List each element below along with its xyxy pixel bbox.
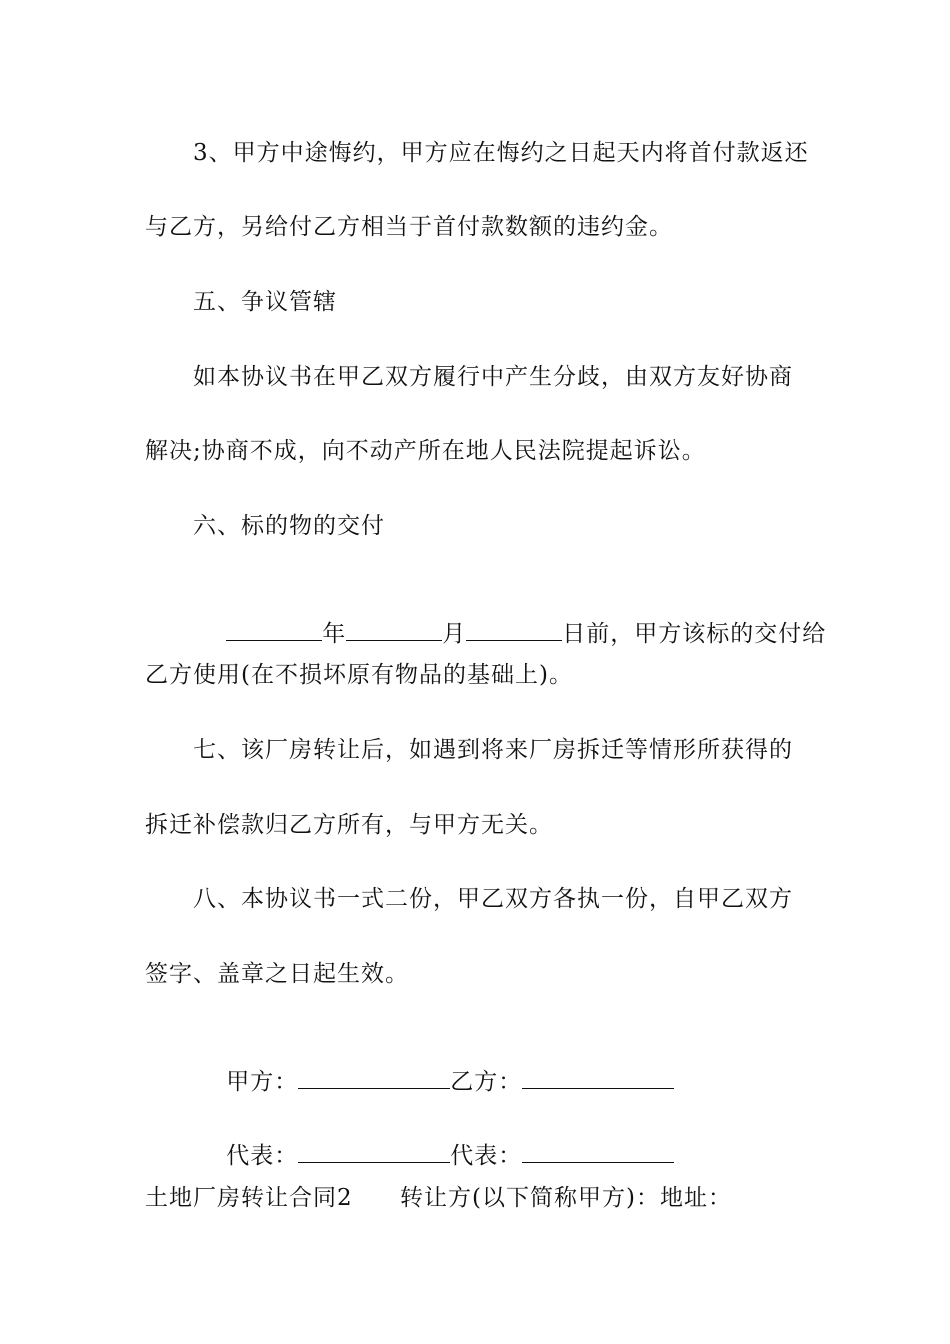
section-8-line-2: 签字、盖章之日起生效。 [145, 961, 409, 987]
party-b-blank[interactable] [522, 1064, 674, 1089]
clause-3-line-2: 与乙方，另给付乙方相当于首付款数额的违约金。 [145, 214, 673, 240]
section-6-line-2: 乙方使用(在不损坏原有物品的基础上)。 [145, 662, 573, 688]
day-blank[interactable] [466, 616, 562, 641]
clause-3-line-1: 3、甲方中途悔约，甲方应在悔约之日起天内将首付款返还 [193, 140, 809, 166]
section-5-line-2: 解决;协商不成，向不动产所在地人民法院提起诉讼。 [145, 438, 706, 464]
year-blank[interactable] [226, 616, 322, 641]
section-7-line-2: 拆迁补偿款归乙方所有，与甲方无关。 [145, 812, 553, 838]
rep-a-label: 代表： [226, 1143, 299, 1169]
section-8-line-1: 八、本协议书一式二份，甲乙双方各执一份，自甲乙双方 [193, 886, 793, 912]
section-7-line-1: 七、该厂房转让后，如遇到将来厂房拆迁等情形所获得的 [193, 737, 793, 763]
month-label: 月 [442, 621, 467, 647]
section-5-line-1: 如本协议书在甲乙双方履行中产生分歧，由双方友好协商 [193, 364, 793, 390]
month-blank[interactable] [346, 616, 442, 641]
party-a-blank[interactable] [298, 1064, 450, 1089]
contract-2-title: 土地厂房转让合同2 [145, 1185, 353, 1211]
section-5-heading: 五、争议管辖 [193, 289, 337, 315]
rep-a-blank[interactable] [298, 1138, 450, 1163]
year-label: 年 [322, 621, 347, 647]
rep-b-blank[interactable] [522, 1138, 674, 1163]
day-suffix: 日前，甲方该标的交付给 [562, 621, 827, 647]
party-a-label: 甲方： [226, 1069, 299, 1095]
transferor-address-line: 转让方(以下简称甲方)：地址： [400, 1185, 732, 1211]
rep-b-label: 代表： [450, 1143, 523, 1169]
party-b-label: 乙方： [450, 1069, 523, 1095]
section-6-heading: 六、标的物的交付 [193, 513, 385, 539]
